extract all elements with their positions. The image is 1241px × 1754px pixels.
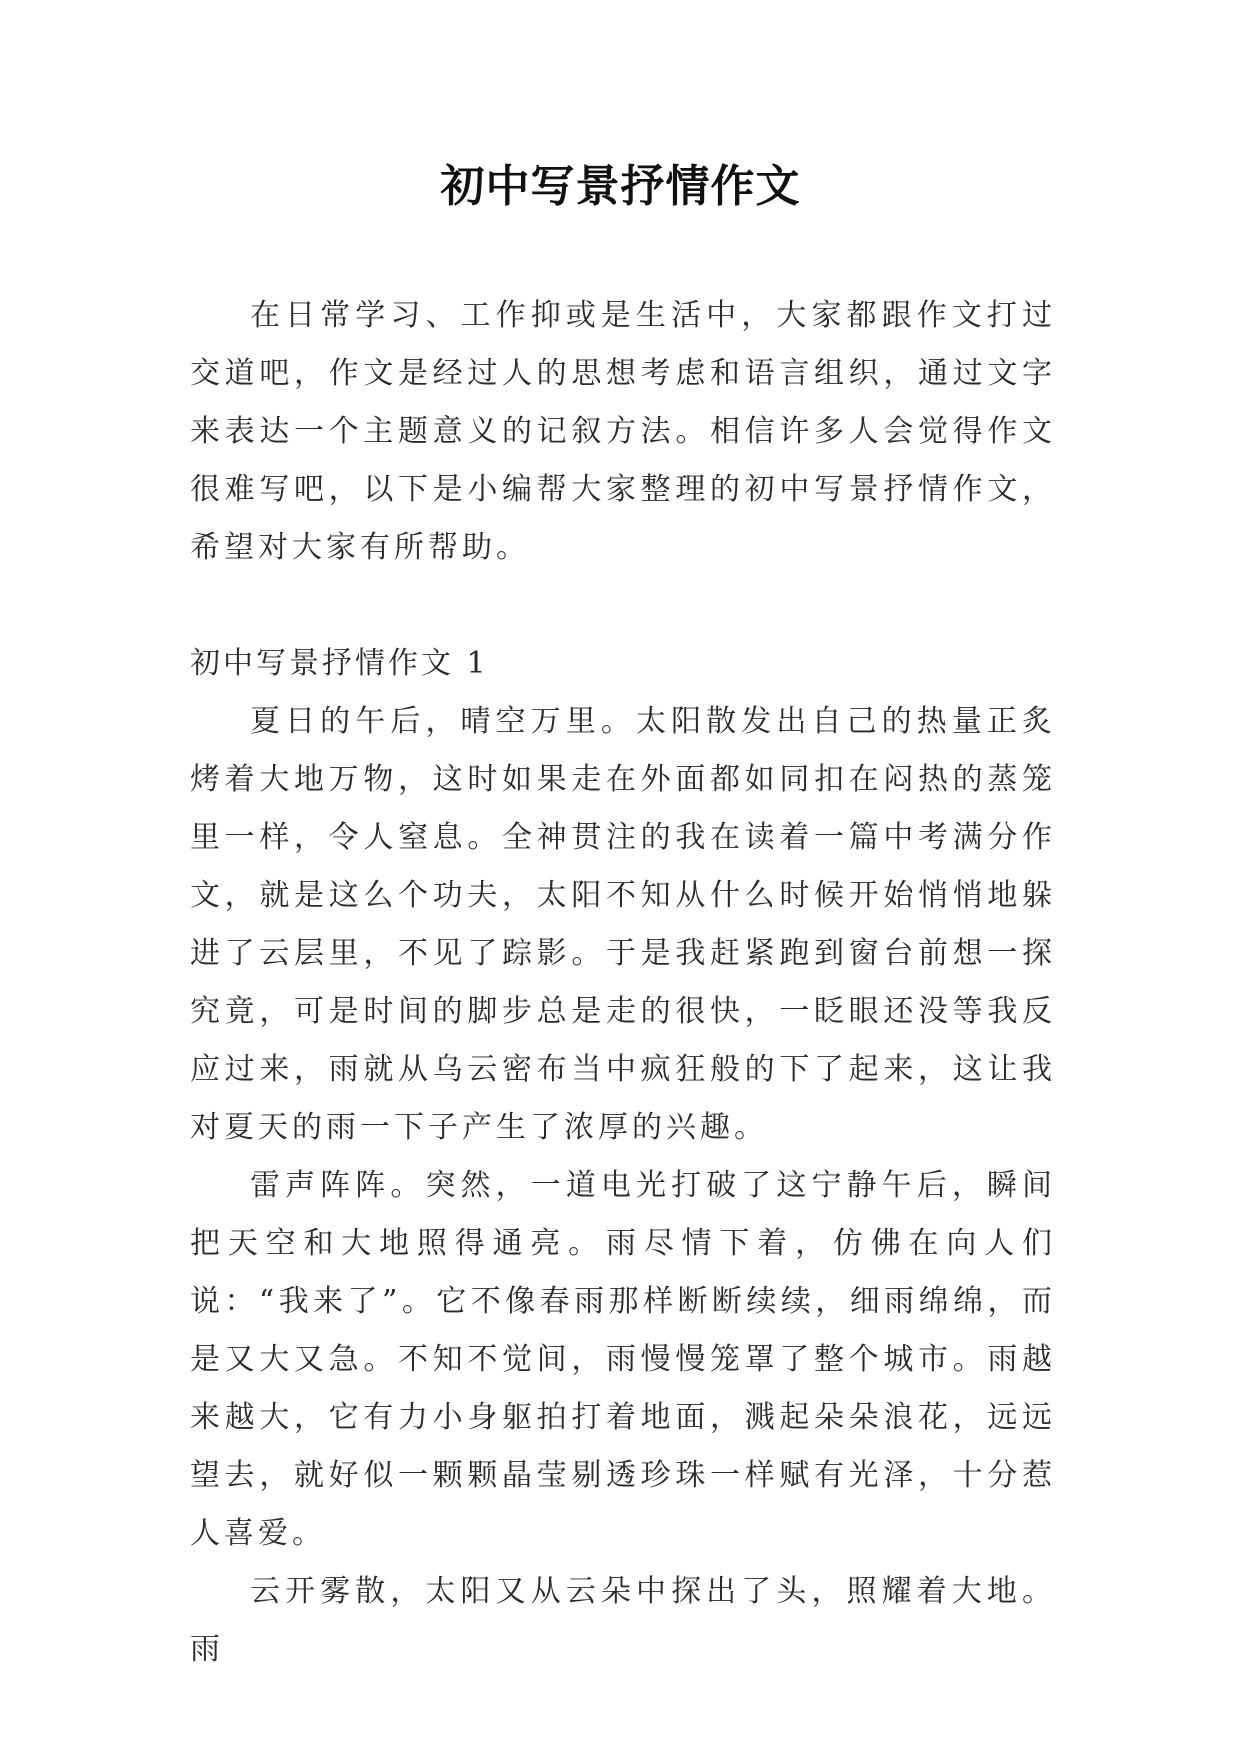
intro-paragraph: 在日常学习、工作抑或是生活中，大家都跟作文打过交道吧，作文是经过人的思想考虑和语言组织，通过文字来表达一个主题意义的记叙方法。相信许多人会觉得作文很难写吧，以下是小编帮大家整理的初中写景抒情作文，希望对大家有所帮助。 bbox=[190, 298, 1056, 565]
document-title: 初中写景抒情作文 bbox=[440, 161, 801, 212]
body-paragraph-3: 云开雾散，太阳又从云朵中探出了头，照耀着大地。雨 bbox=[190, 1574, 1056, 1667]
body-paragraph-1: 夏日的午后，晴空万里。太阳散发出自己的热量正炙烤着大地万物，这时如果走在外面都如同扣在闷热的蒸笼里一样，令人窒息。全神贯注的我在读着一篇中考满分作文，就是这么个功夫，太阳不知从什么时候开始悄悄地躲进了云层里，不见了踪影。于是我赶紧跑到窗台前想一探究竟，可是时间的脚步总是走的很快，一眨眼还没等我反应过来，雨就从乌云密布当中疯狂般的下了起来，这让我对夏天的雨一下子产生了浓厚的兴趣。 bbox=[190, 704, 1056, 1145]
document-body bbox=[190, 287, 1056, 1679]
body-paragraph-2: 雷声阵阵。突然，一道电光打破了这宁静午后，瞬间把天空和大地照得通亮。雨尽情下着，仿佛在向人们说：“我来了”。它不像春雨那样断断续续，细雨绵绵，而是又大又急。不知不觉间，雨慢慢笼罩了整个城市。雨越来越大，它有力小身躯拍打着地面，溅起朵朵浪花，远远望去，就好似一颗颗晶莹剔透珍珠一样赋有光泽，十分惹人喜爱。 bbox=[190, 1168, 1056, 1551]
paragraph-spacer bbox=[190, 577, 1056, 635]
section-heading: 初中写景抒情作文 1 bbox=[190, 646, 489, 681]
